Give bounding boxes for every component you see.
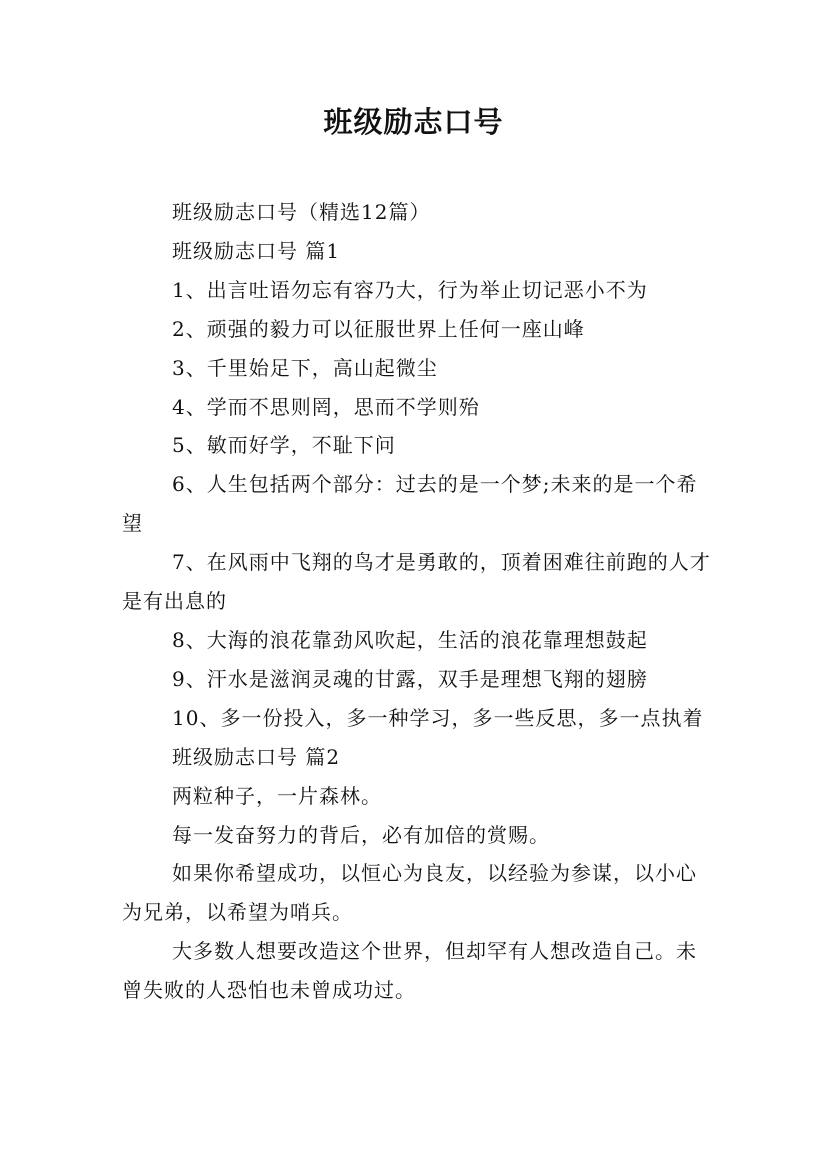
paragraph-subtitle: 班级励志口号（精选12篇） bbox=[172, 200, 431, 224]
list-item: 1、出言吐语勿忘有容乃大，行为举止切记恶小不为 bbox=[172, 277, 648, 302]
list-item: 10、多一份投入，多一种学习，多一些反思，多一点执着 bbox=[172, 705, 704, 730]
section-heading-1: 班级励志口号 篇1 bbox=[172, 238, 341, 263]
document-body bbox=[122, 193, 712, 1010]
list-item: 2、顽强的毅力可以征服世界上任何一座山峰 bbox=[172, 316, 585, 341]
paragraph: 大多数人想要改造这个世界，但却罕有人想改造自己。未曾失败的人恐怕也未曾成功过。 bbox=[122, 939, 697, 1003]
document-title: 班级励志口号 bbox=[323, 105, 504, 139]
list-item: 3、千里始足下，高山起微尘 bbox=[172, 355, 438, 380]
paragraph: 每一发奋努力的背后，必有加倍的赏赐。 bbox=[172, 822, 550, 847]
list-item: 6、人生包括两个部分：过去的是一个梦;未来的是一个希望 bbox=[122, 472, 698, 536]
list-item: 5、敏而好学，不耻下问 bbox=[172, 433, 396, 458]
list-item: 7、在风雨中飞翔的鸟才是勇敢的，顶着困难往前跑的人才是有出息的 bbox=[122, 550, 711, 614]
section-heading-2: 班级励志口号 篇2 bbox=[172, 744, 341, 769]
list-item: 8、大海的浪花靠劲风吹起，生活的浪花靠理想鼓起 bbox=[172, 627, 648, 652]
paragraph: 如果你希望成功，以恒心为良友，以经验为参谋，以小心为兄弟，以希望为哨兵。 bbox=[122, 861, 697, 925]
paragraph: 两粒种子，一片森林。 bbox=[172, 783, 382, 808]
list-item: 4、学而不思则罔，思而不学则殆 bbox=[172, 394, 480, 419]
list-item: 9、汗水是滋润灵魂的甘露，双手是理想飞翔的翅膀 bbox=[172, 666, 648, 691]
